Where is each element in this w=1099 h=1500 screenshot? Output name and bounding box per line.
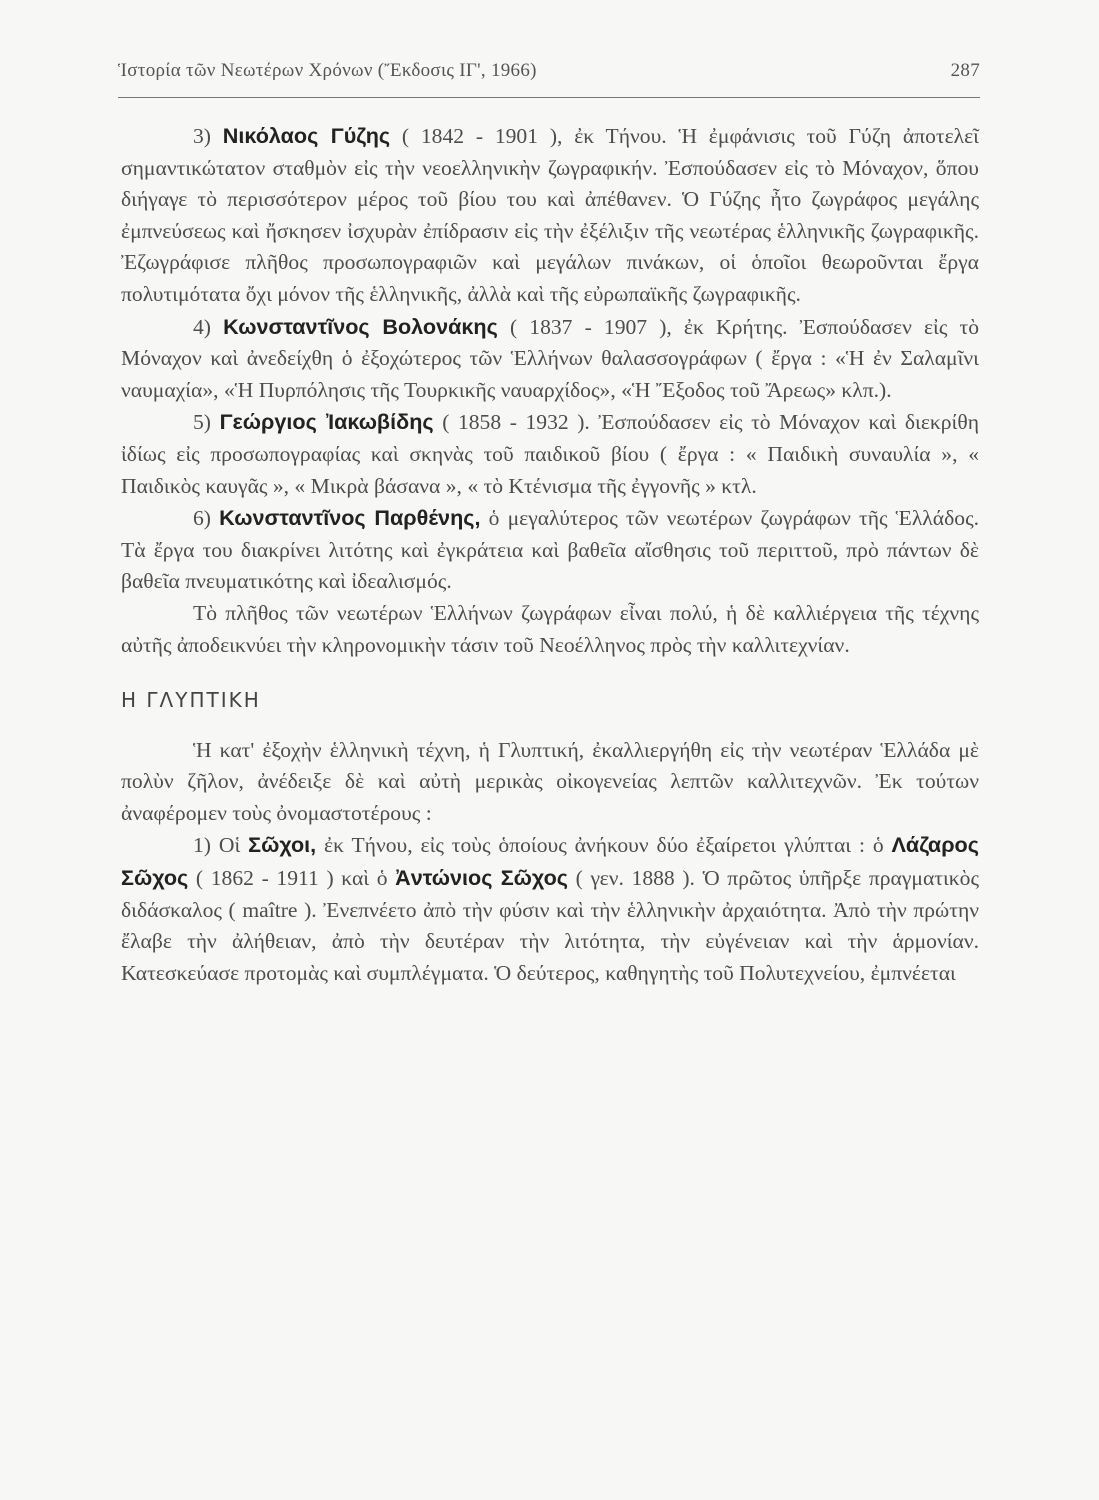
running-title: Ἱστορία τῶν Νεωτέρων Χρόνων (Ἔκδοσις ΙΓ', 1966) — [118, 60, 537, 81]
paragraph-text: ( 1837 - 1907 ), ἐκ Κρήτης. Ἐσπούδασεν εἰς τὸ Μόναχον καὶ ἀνεδείχθη ὁ ἐξοχώτερος τῶν Ἑλλήνων θαλασσογράφων ( ἔργα : «Ἡ ἐν Σαλαμῖνι ναυμαχία», «Ἡ Πυρπόλησις τῆς Τουρκικῆς ναυαρχίδος», «Ἡ Ἔξοδος τοῦ Ἄρεως» κλπ.). — [121, 314, 979, 402]
artist-name: Ἀντώνιος Σῶχος — [395, 865, 568, 891]
artist-name: Κωνσταντῖνος Παρθένης, — [219, 505, 481, 531]
page-number: 287 — [950, 60, 980, 81]
running-header — [118, 60, 980, 82]
artist-name: Νικόλαος Γύζης — [222, 123, 391, 148]
section-heading: Η ΓΛΥΠΤΙΚΗ — [121, 688, 261, 713]
paragraph-sochoi — [121, 829, 979, 989]
item-number: 4) — [193, 314, 224, 339]
paragraph-text: ( γεν. 1888 ). Ὁ πρῶτος ὑπῆρξε πραγματικὸς διδάσκαλος ( maître ). Ἐνεπνέετο ἀπὸ τὴν φύσιν καὶ τὴν ἑλληνικὴν ἀρχαιότητα. Ἀπὸ τὴν πρώτην ἔλαβε τὴν ἀλήθειαν, ἀπὸ τὴν δευτέραν τὴν λιτότητα, τὴν εὐγένειαν καὶ τὴν ἁρμονίαν. Κατεσκεύασε προτομὰς καὶ συμπλέγματα. Ὁ δεύτερος, καθηγητὴς τοῦ Πολυτεχνείου, ἐμπνέεται — [121, 866, 979, 985]
paragraph-parthenis — [121, 502, 979, 598]
paragraph-summary: Τὸ πλῆθος τῶν νεωτέρων Ἑλλήνων ζωγράφων εἶναι πολύ, ἡ δὲ καλλιέργεια τῆς τέχνης αὐτῆς ἀποδεικνύει τὴν κληρονομικὴν τάσιν τοῦ Νεοέλληνος πρὸς τὴν καλλιτεχνίαν. — [121, 600, 979, 657]
artist-name: Κωνσταντῖνος Βολονάκης — [223, 313, 498, 339]
item-number: 5) — [193, 410, 220, 435]
paragraph-text: ἐκ Τήνου, εἰς τοὺς ὁποίους ἀνήκουν δύο ἐξαίρετοι γλύπται : ὁ — [316, 833, 892, 858]
item-number: 3) — [193, 124, 223, 148]
paragraph-sculpture-intro: Ἡ κατ' ἐξοχὴν ἑλληνικὴ τέχνη, ἡ Γλυπτική, ἐκαλλιεργήθη εἰς τὴν νεωτέραν Ἑλλάδα μὲ πολὺν ζῆλον, ἀνέδειξε δὲ καὶ αὐτὴ μερικὰς οἰκογενείας λεπτῶν καλλιτεχνῶν. Ἐκ τούτων ἀναφέρομεν τοὺς ὀνομαστοτέρους : — [121, 737, 979, 825]
family-name: Σῶχοι, — [248, 832, 317, 858]
artist-name: Λάζαρος Σῶχος — [121, 832, 979, 891]
paragraph-text: ( 1862 - 1911 ) καὶ ὁ — [188, 866, 396, 891]
paragraph-volonakis — [121, 311, 979, 407]
page-body — [121, 120, 979, 989]
paragraph-iakovidis — [121, 406, 979, 502]
header-rule — [118, 97, 980, 98]
item-number: 1) Οἱ — [193, 833, 249, 858]
paragraph-gyzis — [121, 120, 979, 311]
paragraph-text: ( 1842 - 1901 ), ἐκ Τήνου. Ἡ ἐμφάνισις τοῦ Γύζη ἀποτελεῖ σημαντικώτατον σταθμὸν εἰς τὴν νεοελληνικὴν ζωγραφικήν. Ἐσπούδασεν εἰς τὸ Μόναχον, ὅπου διήγαγε τὸ περισσότερον μέρος τοῦ βίου του καὶ ἀπέθανεν. Ὁ Γύζης ἦτο ζωγράφος μεγάλης ἐμπνεύσεως καὶ ἤσκησεν ἰσχυρὰν ἐπίδρασιν εἰς τὴν ἐξέλιξιν τῆς νεωτέρας ἑλληνικῆς ζωγραφικῆς. Ἐζωγράφισε πλῆθος προσωπογραφιῶν καὶ μεγάλων πινάκων, οἱ ὁποῖοι θεωροῦνται ἔργα πολυτιμότατα ὄχι μόνον τῆς ἑλληνικῆς, ἀλλὰ καὶ τῆς εὐρωπαϊκῆς ζωγραφικῆς. — [121, 124, 979, 306]
item-number: 6) — [193, 506, 220, 531]
paragraph-text: ὁ μεγαλύτερος τῶν νεωτέρων ζωγράφων τῆς Ἑλλάδος. Τὰ ἔργα του διακρίνει λιτότης καὶ ἐγκράτεια καὶ βαθεῖα αἴσθησις τοῦ περιττοῦ, πρὸ πάντων δὲ βαθεῖα πνευματικότης καὶ ἰδεαλισμός. — [121, 506, 980, 594]
artist-name: Γεώργιος Ἰακωβίδης — [219, 409, 434, 435]
paragraph-text: ( 1858 - 1932 ). Ἐσπούδασεν εἰς τὸ Μόναχον καὶ διεκρίθη ἰδίως εἰς προσωπογραφίας καὶ σκηνὰς τοῦ παιδικοῦ βίου ( ἔργα : « Παιδικὴ συναυλία », « Παιδικὸς καυγᾶς », « Μικρὰ βάσανα », « τὸ Κτένισμα τῆς ἐγγονῆς » κτλ. — [121, 410, 979, 498]
